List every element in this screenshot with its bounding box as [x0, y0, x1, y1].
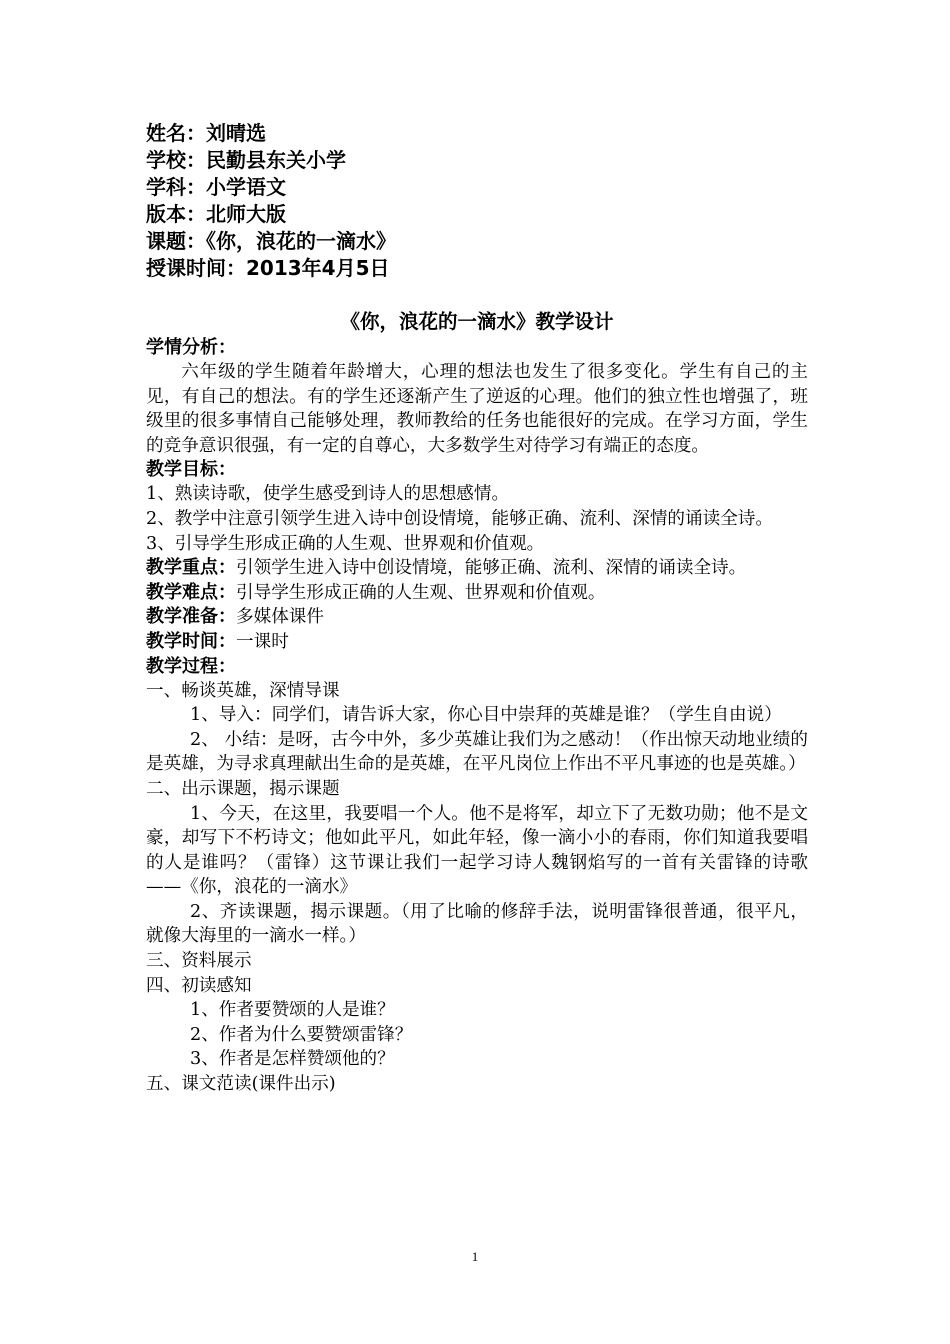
- key-point-label: 教学重点：: [146, 557, 236, 579]
- difficulty-text: 引导学生形成正确的人生观、世界观和价值观。: [236, 582, 606, 603]
- analysis-heading: 学情分析：: [146, 337, 236, 358]
- header-block: [146, 120, 808, 282]
- process-item-2-1: 1、今天，在这里，我要唱一个人。他不是将军，却立下了无数功勋；他不是文豪，却写下不朽诗文；他如此平凡，如此年轻，像一滴小小的春雨，你们知道我要唱的人是谁吗？（雷锋）这节课让我们一起学习诗人魏钢焰写的一首有关雷锋的诗歌——《你，浪花的一滴水》: [146, 803, 808, 898]
- teaching-time-label: 教学时间：: [146, 630, 236, 652]
- header-topic: 课题：《你，浪花的一滴水》: [146, 229, 396, 253]
- page-number: 1: [471, 1249, 479, 1264]
- teaching-time-text: 一课时: [236, 631, 289, 652]
- preparation-label: 教学准备：: [146, 606, 236, 628]
- process-section-5: 五、课文范读(课件出示): [146, 1074, 336, 1095]
- document-title: 《你，浪花的一滴水》教学设计: [340, 310, 614, 333]
- analysis-text: 六年级的学生随着年龄增大，心理的想法也发生了很多变化。学生有自己的主见，有自己的想法。有的学生还逐渐产生了逆返的心理。他们的独立性也增强了，班级里的很多事情自己能够处理，教师教给的任务也能很好的完成。在学习方面，学生的竞争意识很强，有一定的自尊心，大多数学生对待学习有端正的态度。: [146, 362, 808, 456]
- process-section-2: 二、出示课题，揭示课题: [146, 778, 340, 799]
- process-item-4: 2、作者为什么要赞颂雷锋？: [190, 1024, 413, 1045]
- preparation: [146, 605, 808, 630]
- header-subject: 学科：小学语文: [146, 175, 286, 199]
- process-item-4: 3、作者是怎样赞颂他的？: [190, 1049, 395, 1070]
- process-heading: 教学过程：: [146, 655, 236, 677]
- goal-item: 1、熟读诗歌，使学生感受到诗人的思想感情。: [146, 484, 510, 505]
- document-body: [146, 120, 808, 1097]
- process-item-2-2: 2、齐读课题，揭示课题。（用了比喻的修辞手法，说明雷锋很普通，很平凡，就像大海里的一滴水一样。）: [146, 901, 808, 947]
- process-section-4: 四、初读感知: [146, 975, 252, 996]
- difficulty-label: 教学难点：: [146, 581, 236, 603]
- process-item-4: 1、作者要赞颂的人是谁？: [190, 1000, 395, 1021]
- key-point: [146, 556, 808, 581]
- key-point-text: 引领学生进入诗中创设情境，能够正确、流利、深情的诵读全诗。: [236, 558, 747, 579]
- goals-heading: 教学目标：: [146, 459, 236, 481]
- header-school: 学校：民勤县东关小学: [146, 148, 346, 172]
- header-name: 姓名：刘晴选: [146, 121, 266, 145]
- preparation-text: 多媒体课件: [236, 607, 324, 628]
- header-date: 授课时间：2013年4月5日: [146, 256, 390, 280]
- process-item-1-2: 2、 小结：是呀，古今中外，多少英雄让我们为之感动！（作出惊天动地业绩的是英雄，为寻求真理献出生命的是英雄，在平凡岗位上作出不平凡事迹的也是英雄。）: [146, 729, 808, 775]
- teaching-time: [146, 630, 808, 655]
- process-item-1-1: 1、导入：同学们，请告诉大家，你心目中崇拜的英雄是谁？（学生自由说）: [190, 705, 782, 726]
- header-edition: 版本：北师大版: [146, 202, 286, 226]
- difficulty: [146, 581, 808, 606]
- goal-item: 2、教学中注意引领学生进入诗中创设情境，能够正确、流利、深情的诵读全诗。: [146, 508, 773, 529]
- process-section-3: 三、资料展示: [146, 951, 252, 972]
- process-section-1: 一、畅谈英雄，深情导课: [146, 680, 340, 701]
- goal-item: 3、引导学生形成正确的人生观、世界观和价值观。: [146, 533, 545, 554]
